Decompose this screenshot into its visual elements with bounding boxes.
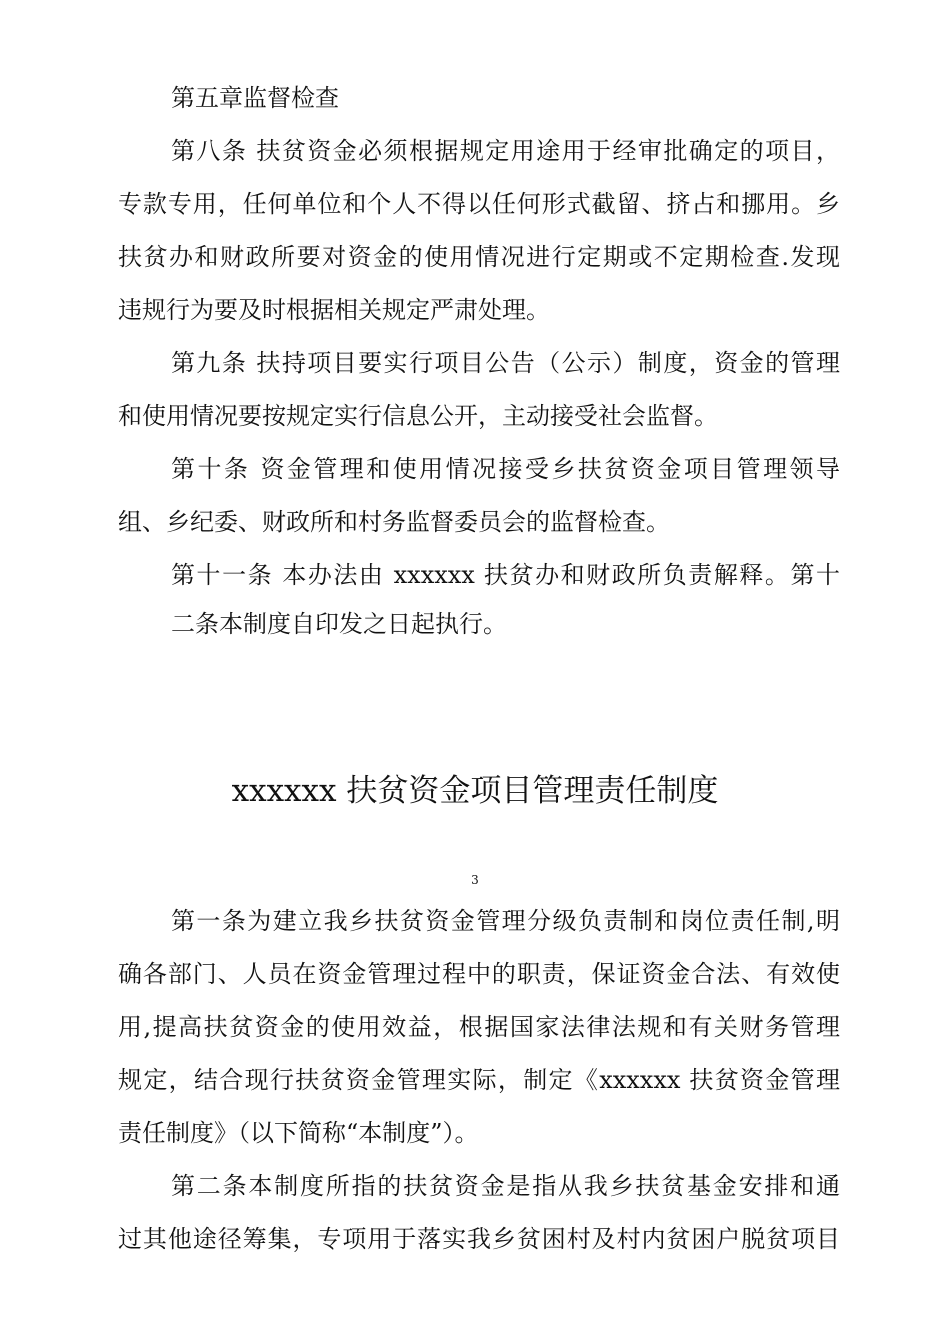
paragraph-line: 确各部门、人员在资金管理过程中的职责，保证资金合法、有效使 [118, 960, 840, 988]
paragraph-line: 第二条本制度所指的扶贫资金是指从我乡扶贫基金安排和通 [171, 1172, 840, 1200]
paragraph-line: 规定，结合现行扶贫资金管理实际，制定《xxxxxx 扶贫资金管理 [118, 1066, 840, 1094]
paragraph-line: 扶贫办和财政所要对资金的使用情况进行定期或不定期检查.发现 [118, 243, 840, 271]
chapter-heading: 第五章监督检查 [171, 84, 339, 112]
page-number: 3 [471, 873, 479, 887]
paragraph-line: 第九条 扶持项目要实行项目公告（公示）制度，资金的管理 [171, 349, 840, 377]
paragraph-line: 第一条为建立我乡扶贫资金管理分级负责制和岗位责任制,明 [171, 907, 840, 935]
paragraph-line: 第十一条 本办法由 xxxxxx 扶贫办和财政所负责解释。第十 [171, 561, 840, 589]
paragraph-line: 第八条 扶贫资金必须根据规定用途用于经审批确定的项目， [171, 137, 840, 165]
paragraph-line: 第十条 资金管理和使用情况接受乡扶贫资金项目管理领导 [171, 455, 840, 483]
paragraph-line: 过其他途径筹集，专项用于落实我乡贫困村及村内贫困户脱贫项目 [118, 1225, 840, 1253]
paragraph-line: 和使用情况要按规定实行信息公开，主动接受社会监督。 [118, 402, 718, 430]
paragraph-line: 专款专用，任何单位和个人不得以任何形式截留、挤占和挪用。乡 [118, 190, 840, 218]
paragraph-line: 组、乡纪委、财政所和村务监督委员会的监督检查。 [118, 508, 670, 536]
paragraph-line: 二条本制度自印发之日起执行。 [171, 610, 507, 638]
paragraph-line: 违规行为要及时根据相关规定严肃处理。 [118, 296, 550, 324]
document-title: xxxxxx 扶贫资金项目管理责任制度 [231, 773, 719, 809]
paragraph-line: 用,提高扶贫资金的使用效益，根据国家法律法规和有关财务管理 [118, 1013, 840, 1041]
paragraph-line: 责任制度》（以下简称“本制度”）。 [118, 1119, 479, 1147]
